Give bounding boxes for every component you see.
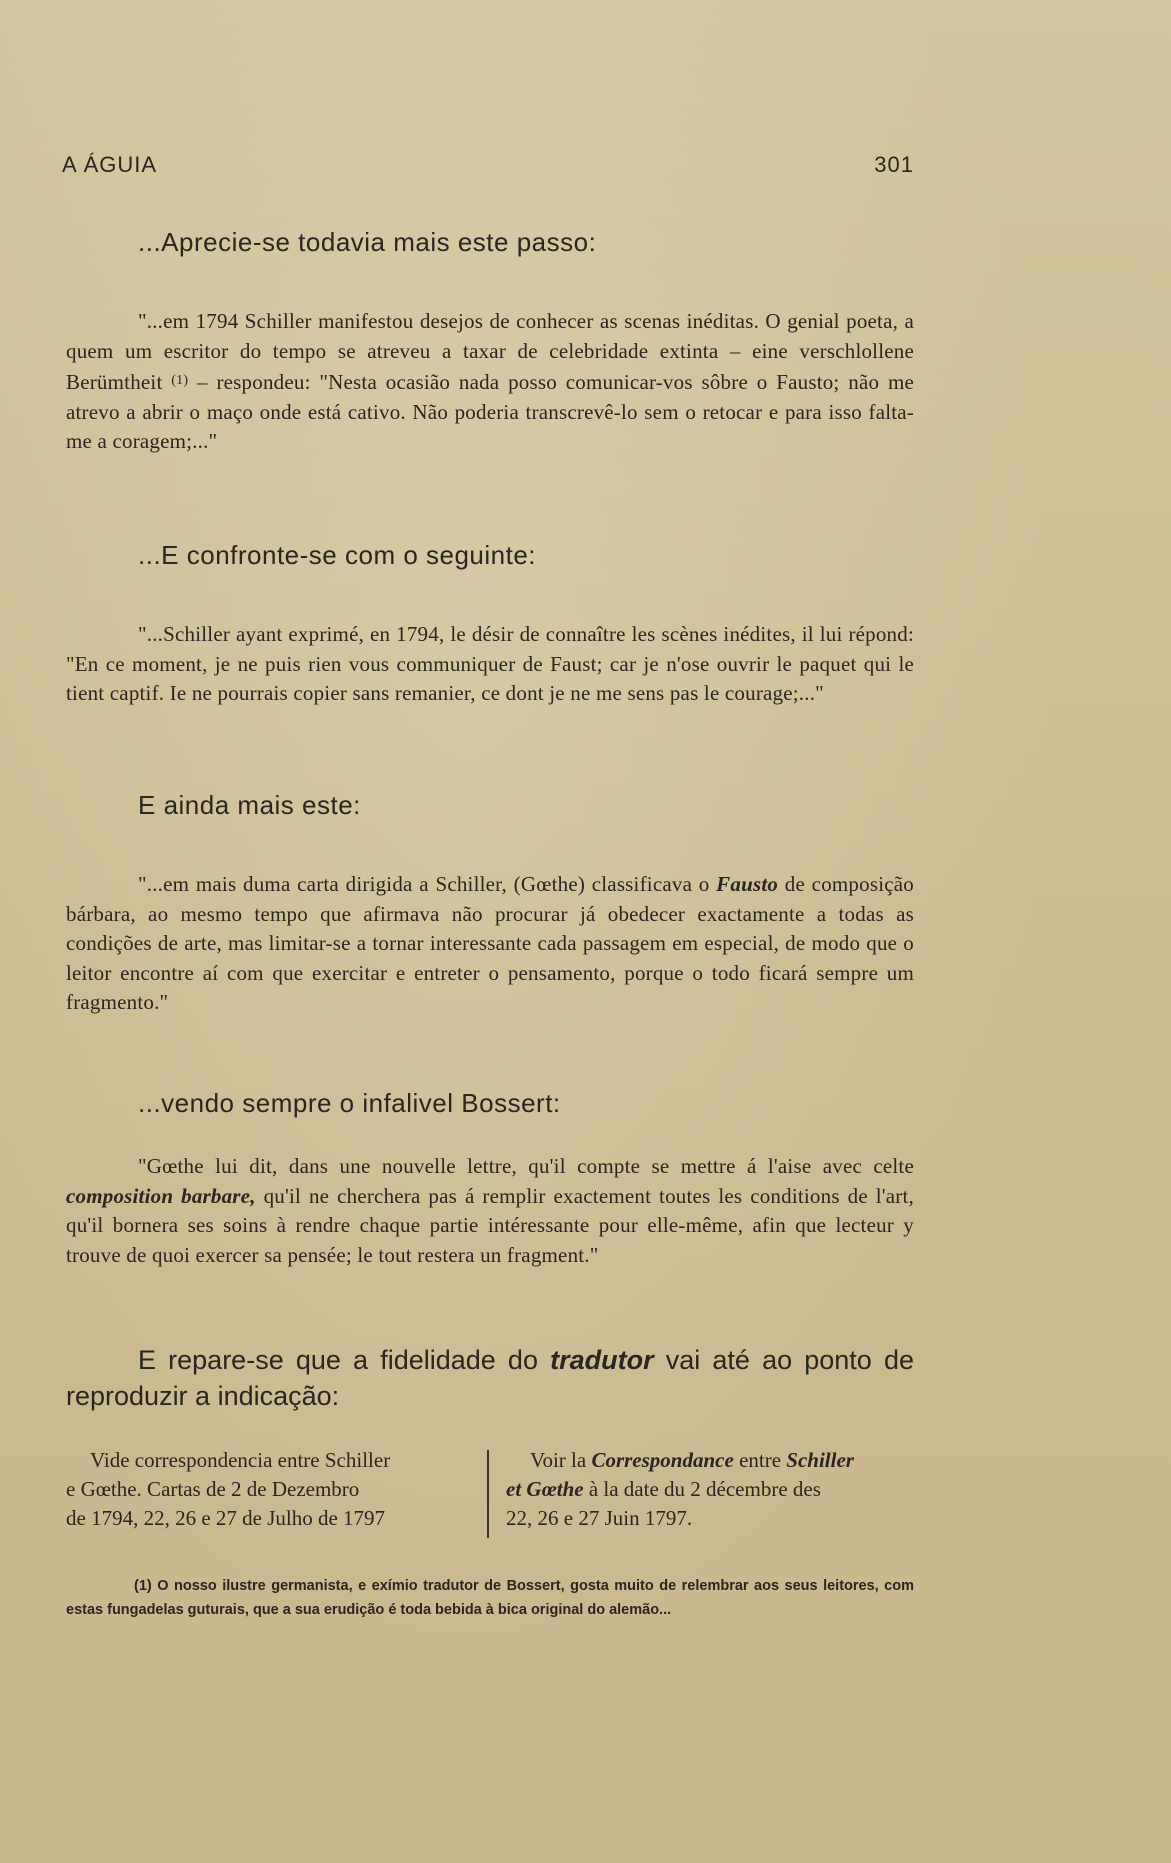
citation-french	[506, 1446, 914, 1533]
repare-text-a: E repare-se que a fidelidade do	[138, 1345, 551, 1375]
repare-italic: tradutor	[550, 1345, 654, 1375]
citation-fr-l1-italic-2: Schiller	[786, 1448, 854, 1472]
footnote	[66, 1574, 914, 1622]
citation-fr-l2-b: à la date du 2 décembre des	[583, 1477, 821, 1501]
citation-fr-l1-c: entre	[733, 1448, 787, 1472]
lead-paragraph-1: ...Aprecie-se todavia mais este passo:	[138, 227, 597, 257]
quote-1-text-b: – respondeu: "Nesta ocasião nada posso comunicar-vos sôbre o Fausto; não me atrevo a abrir o maço onde está cativo. Não poderia transcrevê-lo sem o retocar e para isso falta-me a coragem;..."	[66, 370, 914, 453]
citation-fr-l1-italic: Correspondance	[591, 1448, 734, 1472]
quote-1-text-a: "...em 1794 Schiller manifestou desejos de conhecer as scenas inéditas. O genial poeta, a quem um escritor do tempo se atreveu a taxar de celebridade extinta – eine verschlollene Berümtheit	[66, 309, 914, 394]
page-number: 301	[874, 152, 914, 177]
quote-4-text-b: qu'il ne cherchera pas á remplir exactement toutes les conditions de l'art, qu'il bornera ses soins à rendre chaque partie intéressante pour elle-même, afin que lecteur y trouve de quoi exercer sa pensée; le tout restera un fragment."	[66, 1183, 914, 1267]
running-header	[62, 152, 914, 182]
citation-pt-line-2: e Gœthe. Cartas de 2 de Dezembro	[66, 1477, 360, 1501]
citation-pt-line-1: Vide correspondencia entre Schiller	[90, 1448, 391, 1472]
column-divider	[487, 1450, 489, 1538]
footnote-reference: (1)	[171, 373, 189, 388]
citation-portuguese	[66, 1446, 476, 1533]
footnote-marker: (1)	[134, 1578, 152, 1594]
repare-text-b: vai até ao ponto de reproduzir a indicação:	[66, 1345, 914, 1411]
citation-pt-line-3: de 1794, 22, 26 e 27 de Julho de 1797	[66, 1506, 386, 1530]
lead-paragraph-2: ...E confronte-se com o seguinte:	[138, 540, 537, 570]
quote-portuguese-1	[66, 307, 914, 457]
running-title: A ÁGUIA	[62, 152, 158, 177]
quote-2-text: "...Schiller ayant exprimé, en 1794, le désir de connaître les scènes inédites, il lui répond: "En ce moment, je ne puis rien vous communiquer de Faust; car je n'ose ouvrir le paquet qui le tient captif. Ie ne pourrais copier sans remanier, ce dont je ne me sens pas le courage;..."	[66, 622, 914, 705]
citation-fr-line-2	[506, 1475, 914, 1504]
quote-4-italic: composition barbare,	[66, 1183, 256, 1208]
closing-paragraph	[66, 1342, 914, 1414]
footnote-text: O nosso ilustre germanista, e exímio tradutor de Bossert, gosta muito de relembrar aos seus leitores, com estas fungadelas guturais, que a sua erudição é toda bebida à bica original do alemão...	[66, 1578, 914, 1618]
quote-portuguese-2	[66, 870, 914, 1018]
lead-paragraph-4: ...vendo sempre o infalivel Bossert:	[138, 1088, 561, 1118]
citation-fr-l2-italic: et Gœthe	[506, 1477, 584, 1501]
quote-3-text-a: "...em mais duma carta dirigida a Schiller, (Gœthe) classificava o	[138, 872, 717, 896]
parallel-citations	[66, 1446, 914, 1546]
lead-paragraph-3: E ainda mais este:	[138, 790, 361, 820]
quote-4-text-a: "Gœthe lui dit, dans une nouvelle lettre, qu'il compte se mettre á l'aise avec celte	[138, 1154, 914, 1178]
quote-3-title-italic: Fausto	[716, 872, 779, 896]
citation-fr-l1-a: Voir la	[530, 1448, 592, 1472]
quote-3-text-b: de composição bárbara, ao mesmo tempo que afirmava não procurar já obedecer exactamente a todas as condições de arte, mas limitar-se a tornar interessante cada passagem em especial, de modo que o leitor encontre aí com que exercitar e entreter o pensamento, porque o todo ficará sempre um fragmento."	[66, 872, 914, 1014]
citation-fr-line-1	[506, 1446, 914, 1475]
citation-fr-line-3: 22, 26 e 27 Juin 1797.	[506, 1506, 693, 1530]
quote-french-1	[66, 620, 914, 709]
quote-french-2	[66, 1152, 914, 1270]
